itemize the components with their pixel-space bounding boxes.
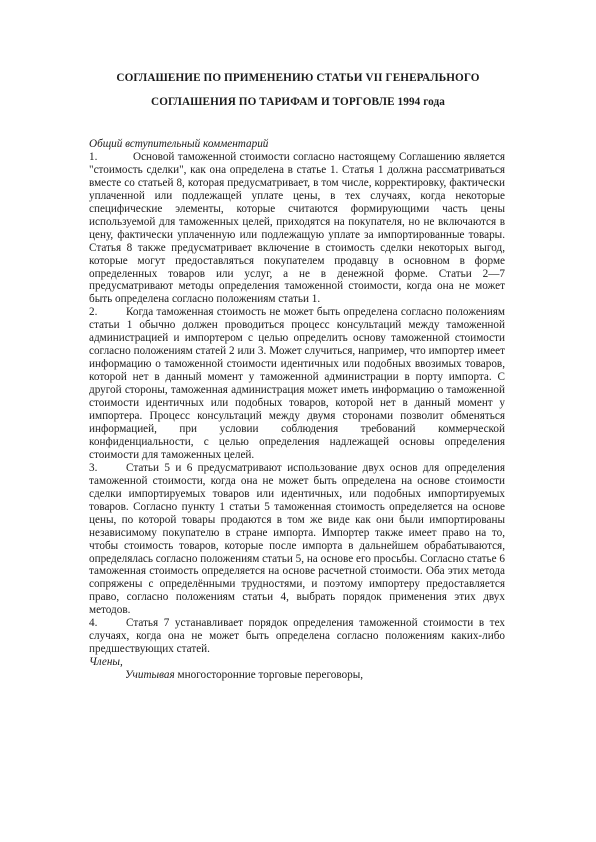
paragraph-number: 4. [89,617,98,630]
paragraph-text: Статья 7 устанавливает порядок определения таможенной стоимости в тех случаях, когда она не может быть определена согласно положениям каких-либо предшествующих статей. [89,617,505,656]
document-body [89,138,505,682]
paragraph-text: Когда таможенная стоимость не может быть определена согласно положениям статьи 1 обычно должен проводиться процесс консультаций между таможенной администрацией и импортером с целью определить основу таможенной стоимости согласно положениям статей 2 или 3. Может случиться, например, что импортер имеет информацию о таможенной стоимости идентичных или подобных ввозимых товаров, которой нет в данный момент у таможенной администрации в порту импорта. С другой стороны, таможенная администрация может иметь информацию о таможенной стоимости идентичных или подобных товаров, которой нет в данный момент у импортера. Процесс консультаций между двумя сторонами позволит обменяться информацией, при условии соблюдения требований коммерческой конфиденциальности, с целью определения надлежащей основы определения стоимости для таможенных целей. [89,306,505,461]
paragraph-2 [89,306,505,461]
paragraph-number: 2. [89,306,98,319]
paragraph-text: Статьи 5 и 6 предусматривают использование двух основ для определения таможенной стоимости, когда она не может быть определена на основе стоимости сделки импортируемых товаров или идентичных, или подобных импортируемых товаров. Согласно пункту 1 статьи 5 таможенная стоимость определяется на основе цены, по которой товары продаются в том же виде как они были импортированы независимому покупателю в стране импорта. Импортер также имеет право на то, чтобы стоимость товаров, которые после импорта в дальнейшем обрабатываются, определялась согласно положениям статьи 5, на основе его просьбы. Согласно статье 6 таможенная стоимость определяется на основе расчетной стоимости. Оба этих метода сопряжены с определёнными трудностями, и поэтому импортеру предоставляется право, согласно положениям статьи 4, выбрать порядок применения этих двух методов. [89,461,505,617]
paragraph-number: 1. [89,150,98,163]
recital-text: многосторонние торговые переговоры, [174,669,364,682]
paragraph-4 [89,617,505,656]
recital-lead: Учитывая [125,669,175,682]
document-title-line-2: СОГЛАШЕНИЯ ПО ТАРИФАМ И ТОРГОВЛЕ 1994 года [151,96,445,108]
paragraph-1 [89,151,505,306]
members-heading: Члены, [89,656,123,669]
recital [89,669,505,682]
paragraph-number: 3. [89,461,98,474]
paragraph-3 [89,462,505,617]
intro-caption: Общий вступительный комментарий [89,138,269,150]
paragraph-text: Основой таможенной стоимости согласно настоящему Соглашению является "стоимость сделки", как она определена в статье 1. Статья 1 должна рассматриваться вместе со статьей 8, которая предусматривает, в том числе, корректировку, фактически уплаченной или подлежащей уплате цены, в тех случаях, когда некоторые специфические элементы, которые считаются формирующими часть цены используемой для таможенных целей, приходятся на покупателя, но не включаются в цену, фактически уплаченную или подлежащую уплате за импортированные товары. Статья 8 также предусматривает включение в стоимость сделки некоторых выгод, которые могут предоставляться покупателем продавцу в основном в форме определенных товаров или услуг, а не в денежной форме. Статьи 2—7 предусматривают методы определения таможенной стоимости, когда она не может быть определена согласно положениям статьи 1. [89,150,505,306]
document-title-line-1: СОГЛАШЕНИЕ ПО ПРИМЕНЕНИЮ СТАТЬИ VII ГЕНЕРАЛЬНОГО [116,72,480,84]
